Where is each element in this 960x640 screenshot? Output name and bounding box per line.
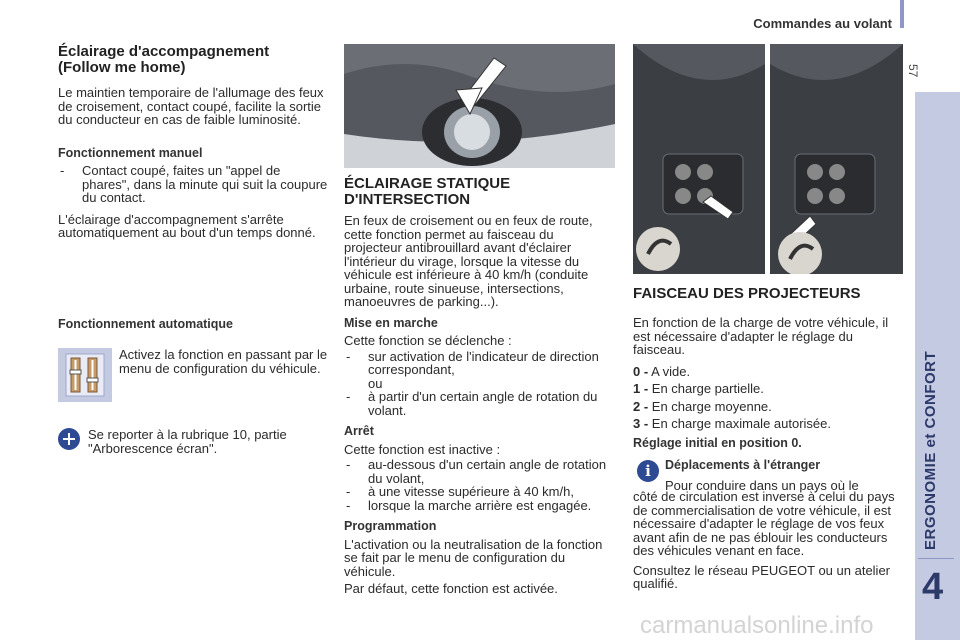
chapter-divider — [918, 558, 954, 559]
header-accent-bar — [900, 0, 904, 28]
start-title: Mise en marche — [344, 315, 438, 330]
watermark: carmanualsonline.info — [640, 612, 874, 639]
stop-item-3: - lorsque la marche arrière est engagée. — [346, 497, 592, 513]
follow-me-home-heading: Éclairage d'accompagnement (Follow me home) — [58, 43, 270, 76]
settings-sliders-icon — [58, 348, 112, 402]
manual-operation-title: Fonctionnement manuel — [58, 145, 203, 160]
stop-item-2: - à une vitesse supérieure à 40 km/h, — [346, 484, 574, 499]
beam-level-0: 0 - A vide. — [633, 363, 691, 379]
chapter-number: 4 — [922, 566, 944, 608]
headlamp-adjuster-photo-left — [633, 44, 765, 274]
running-header: Commandes au volant — [753, 16, 892, 31]
beam-level-1: 1 - En charge partielle. — [633, 381, 764, 396]
start-item-1: - sur activation de l'indicateur de direction correspondant, — [346, 348, 599, 377]
info-circle-icon: i — [637, 460, 659, 482]
abroad-block-head — [665, 459, 901, 492]
stop-text: Cette fonction est inactive : — [344, 441, 501, 457]
beam-levels-list — [633, 365, 901, 431]
chapter-title: ERGONOMIE et CONFORT — [922, 350, 939, 550]
programming-default: Par défaut, cette fonction est activée. — [344, 581, 558, 596]
manual-operation-item: - Contact coupé, faites un "appel de phares", dans la minute qui suit la coupure du contact. — [60, 163, 328, 205]
stop-item-1: - au-dessous d'un certain angle de rotation du volant, — [346, 457, 607, 486]
follow-me-home-intro: Le maintien temporaire de l'allumage des feux de croisement, contact coupé, facilite la sortie du conducteur en cas de faible luminosité. — [58, 85, 324, 127]
abroad-text-1: Pour conduire dans un pays où le — [665, 477, 859, 493]
beam-level-2: 2 - En charge moyenne. — [633, 398, 772, 414]
page-number: 57 — [906, 64, 920, 78]
headlamp-adjuster-photo-right — [770, 44, 903, 274]
plus-circle-icon — [58, 428, 80, 450]
programming-title: Programmation — [344, 519, 437, 533]
dealer-network-note: Consultez le réseau PEUGEOT ou un atelier qualifié. — [633, 562, 891, 591]
manual-operation-note: L'éclairage d'accompagnement s'arrête automatiquement au bout d'un temps donné. — [58, 211, 316, 240]
initial-setting: Réglage initial en position 0. — [633, 435, 802, 450]
headlamp-beam-intro: En fonction de la charge de votre véhicule, il est nécessaire d'adapter le réglage du faisceau. — [633, 315, 889, 357]
start-text: Cette fonction se déclenche : — [344, 333, 512, 348]
see-section-text: Se reporter à la rubrique 10, partie "Arborescence écran". — [88, 427, 287, 456]
stop-title: Arrêt — [344, 424, 374, 438]
static-lighting-intro: En feux de croisement ou en feux de route, cette fonction permet au faisceau du projecteur antibrouillard avant d'éclairer l'intérieur du virage, lorsque la vitesse du véhicule est inférieure à 40 km/h (conduite urbaine, route sinueuse, intersections, manoeuvres de parking...). — [344, 213, 593, 309]
abroad-title: Déplacements à l'étranger — [665, 458, 821, 472]
programming-text: L'activation ou la neutralisation de la fonction se fait par le menu de configuration du véhicule. — [344, 536, 603, 579]
auto-operation-title: Fonctionnement automatique — [58, 317, 233, 331]
auto-operation-block — [58, 318, 330, 336]
start-item-2: - à partir d'un certain angle de rotation du volant. — [346, 389, 598, 418]
beam-level-3: 3 - En charge maximale autorisée. — [633, 416, 831, 431]
right-column — [633, 286, 901, 454]
left-column — [58, 44, 330, 248]
fog-light-photo — [344, 44, 615, 168]
abroad-block-body — [633, 490, 901, 599]
static-lighting-heading: ÉCLAIRAGE STATIQUE D'INTERSECTION — [344, 175, 511, 208]
abroad-text-2: côté de circulation est inverse à celui du pays de commercialisation de votre véhicule, il est nécessaire d'adapter le réglage de vos feux avant afin de ne pas éblouir les conducteurs des véhicules venant en face. — [633, 489, 895, 558]
start-or: ou — [368, 375, 383, 391]
headlamp-beam-heading: FAISCEAU DES PROJECTEURS — [633, 285, 861, 302]
auto-operation-text: Activez la fonction en passant par le menu de configuration du véhicule. — [119, 347, 328, 376]
middle-column — [344, 176, 614, 604]
